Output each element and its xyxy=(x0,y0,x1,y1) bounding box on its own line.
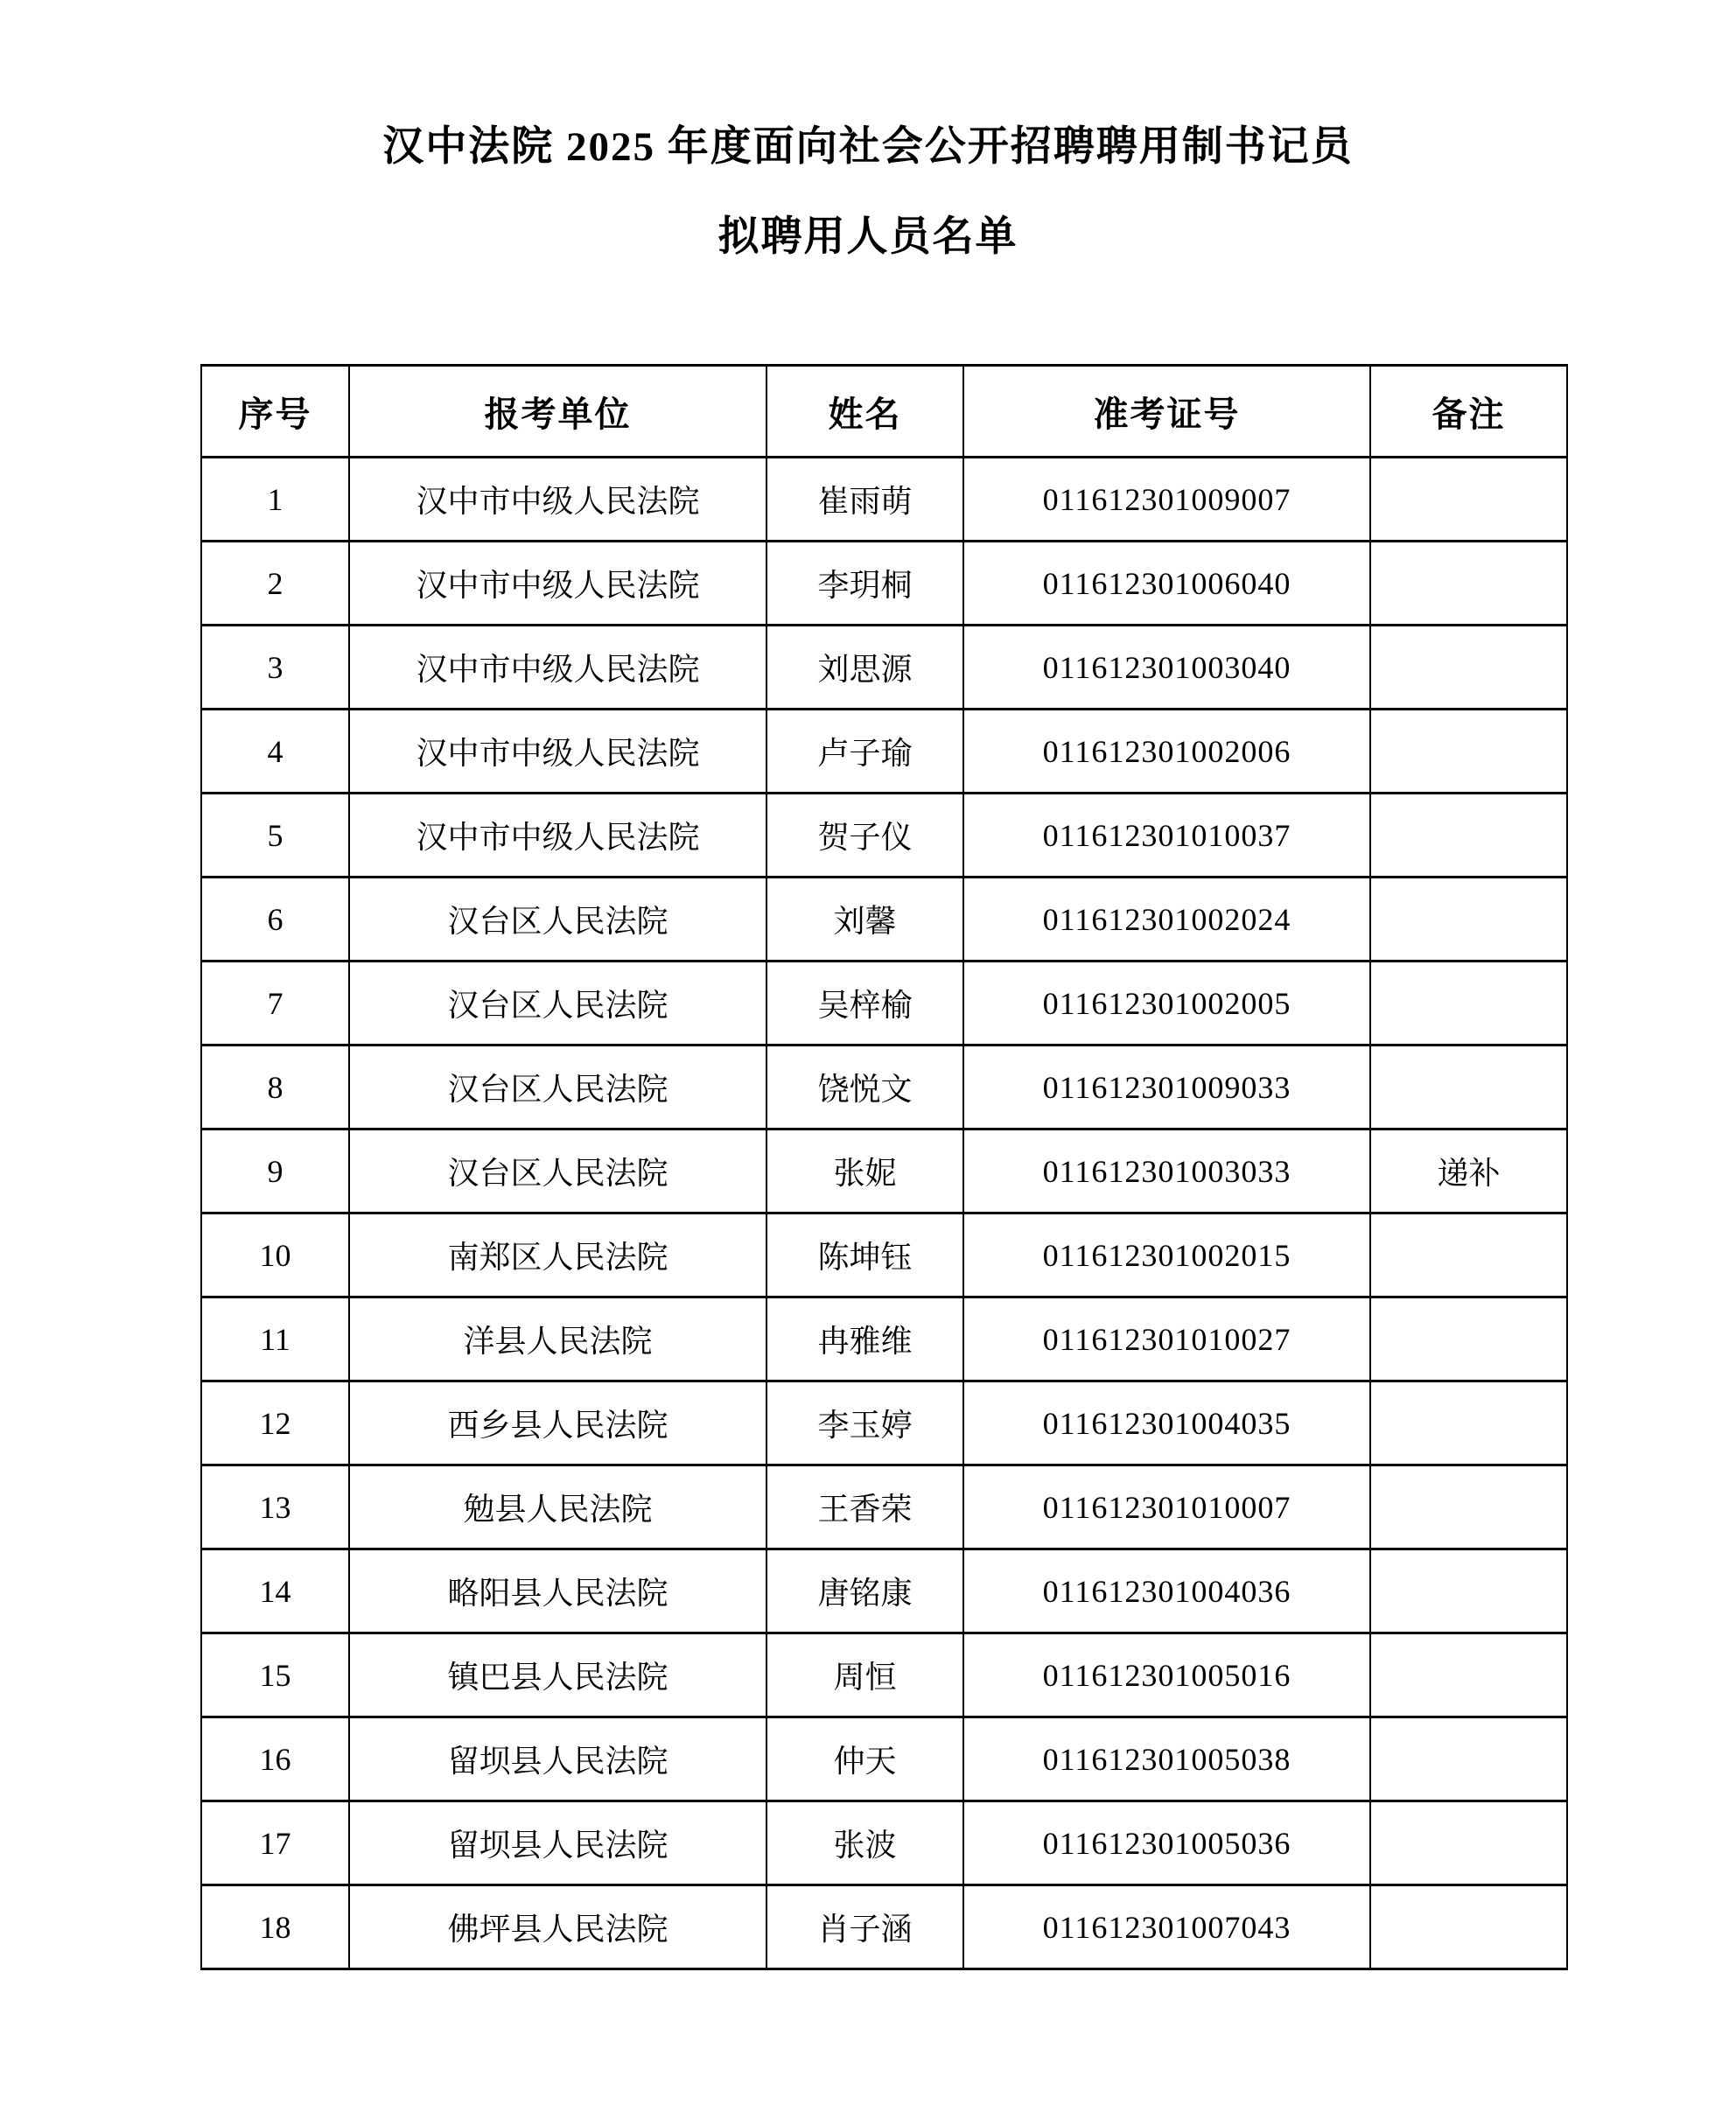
cell-unit: 南郑区人民法院 xyxy=(349,1213,766,1297)
cell-unit: 汉中市中级人民法院 xyxy=(349,710,766,794)
cell-ticket: 011612301004036 xyxy=(963,1549,1370,1633)
cell-remark xyxy=(1370,626,1567,710)
cell-unit: 留坝县人民法院 xyxy=(349,1801,766,1885)
roster-table xyxy=(200,364,1568,1970)
cell-ticket: 011612301005016 xyxy=(963,1633,1370,1717)
cell-remark xyxy=(1370,1633,1567,1717)
cell-ticket: 011612301005038 xyxy=(963,1717,1370,1801)
cell-index: 15 xyxy=(201,1633,349,1717)
cell-name: 刘思源 xyxy=(766,626,963,710)
cell-remark xyxy=(1370,1046,1567,1129)
table-row xyxy=(201,878,1567,962)
cell-name: 李玥桐 xyxy=(766,542,963,626)
cell-index: 3 xyxy=(201,626,349,710)
cell-ticket: 011612301003033 xyxy=(963,1129,1370,1213)
cell-unit: 镇巴县人民法院 xyxy=(349,1633,766,1717)
table-row xyxy=(201,458,1567,542)
table-row xyxy=(201,1297,1567,1381)
cell-name: 张妮 xyxy=(766,1129,963,1213)
cell-unit: 西乡县人民法院 xyxy=(349,1381,766,1465)
table-row xyxy=(201,1381,1567,1465)
cell-ticket: 011612301002015 xyxy=(963,1213,1370,1297)
cell-remark xyxy=(1370,794,1567,878)
cell-remark xyxy=(1370,1213,1567,1297)
cell-remark xyxy=(1370,878,1567,962)
table-row xyxy=(201,1633,1567,1717)
cell-index: 13 xyxy=(201,1465,349,1549)
cell-name: 王香荣 xyxy=(766,1465,963,1549)
cell-unit: 勉县人民法院 xyxy=(349,1465,766,1549)
cell-remark xyxy=(1370,1885,1567,1969)
cell-index: 4 xyxy=(201,710,349,794)
cell-name: 冉雅维 xyxy=(766,1297,963,1381)
table-row xyxy=(201,542,1567,626)
cell-name: 肖子涵 xyxy=(766,1885,963,1969)
cell-name: 崔雨萌 xyxy=(766,458,963,542)
cell-unit: 汉台区人民法院 xyxy=(349,962,766,1046)
cell-remark xyxy=(1370,1381,1567,1465)
cell-remark: 递补 xyxy=(1370,1129,1567,1213)
table-row xyxy=(201,1717,1567,1801)
cell-remark xyxy=(1370,962,1567,1046)
cell-name: 卢子瑜 xyxy=(766,710,963,794)
cell-name: 贺子仪 xyxy=(766,794,963,878)
table-row xyxy=(201,794,1567,878)
cell-index: 7 xyxy=(201,962,349,1046)
cell-name: 陈坤钰 xyxy=(766,1213,963,1297)
cell-unit: 汉台区人民法院 xyxy=(349,878,766,962)
cell-unit: 汉台区人民法院 xyxy=(349,1046,766,1129)
column-header-remark: 备注 xyxy=(1370,366,1567,458)
cell-unit: 汉中市中级人民法院 xyxy=(349,542,766,626)
column-header-name: 姓名 xyxy=(766,366,963,458)
column-header-index: 序号 xyxy=(201,366,349,458)
cell-unit: 汉台区人民法院 xyxy=(349,1129,766,1213)
cell-ticket: 011612301005036 xyxy=(963,1801,1370,1885)
cell-name: 唐铭康 xyxy=(766,1549,963,1633)
header-row xyxy=(201,366,1567,458)
table-row xyxy=(201,626,1567,710)
cell-index: 10 xyxy=(201,1213,349,1297)
cell-ticket: 011612301002006 xyxy=(963,710,1370,794)
cell-ticket: 011612301009033 xyxy=(963,1046,1370,1129)
cell-name: 周恒 xyxy=(766,1633,963,1717)
table-row xyxy=(201,1801,1567,1885)
cell-unit: 洋县人民法院 xyxy=(349,1297,766,1381)
cell-index: 11 xyxy=(201,1297,349,1381)
cell-index: 12 xyxy=(201,1381,349,1465)
cell-index: 16 xyxy=(201,1717,349,1801)
cell-unit: 汉中市中级人民法院 xyxy=(349,458,766,542)
table-row xyxy=(201,1046,1567,1129)
table-row xyxy=(201,1549,1567,1633)
document-title-line2: 拟聘用人员名单 xyxy=(718,214,1018,260)
cell-index: 6 xyxy=(201,878,349,962)
cell-index: 5 xyxy=(201,794,349,878)
cell-unit: 略阳县人民法院 xyxy=(349,1549,766,1633)
cell-remark xyxy=(1370,1297,1567,1381)
cell-remark xyxy=(1370,1801,1567,1885)
cell-name: 张波 xyxy=(766,1801,963,1885)
table-row xyxy=(201,1213,1567,1297)
table-row xyxy=(201,1129,1567,1213)
cell-ticket: 011612301002024 xyxy=(963,878,1370,962)
table-row xyxy=(201,710,1567,794)
cell-unit: 留坝县人民法院 xyxy=(349,1717,766,1801)
document-title-line1: 汉中法院 2025 年度面向社会公开招聘聘用制书记员 xyxy=(382,124,1354,170)
table-row xyxy=(201,1465,1567,1549)
cell-remark xyxy=(1370,710,1567,794)
cell-remark xyxy=(1370,542,1567,626)
table-row xyxy=(201,962,1567,1046)
cell-ticket: 011612301007043 xyxy=(963,1885,1370,1969)
cell-ticket: 011612301010027 xyxy=(963,1297,1370,1381)
cell-unit: 汉中市中级人民法院 xyxy=(349,794,766,878)
cell-ticket: 011612301010007 xyxy=(963,1465,1370,1549)
cell-index: 14 xyxy=(201,1549,349,1633)
cell-index: 18 xyxy=(201,1885,349,1969)
cell-name: 刘馨 xyxy=(766,878,963,962)
cell-ticket: 011612301010037 xyxy=(963,794,1370,878)
cell-index: 2 xyxy=(201,542,349,626)
cell-index: 9 xyxy=(201,1129,349,1213)
cell-remark xyxy=(1370,1549,1567,1633)
cell-name: 饶悦文 xyxy=(766,1046,963,1129)
cell-ticket: 011612301003040 xyxy=(963,626,1370,710)
cell-unit: 佛坪县人民法院 xyxy=(349,1885,766,1969)
cell-unit: 汉中市中级人民法院 xyxy=(349,626,766,710)
cell-index: 1 xyxy=(201,458,349,542)
table-row xyxy=(201,1885,1567,1969)
column-header-unit: 报考单位 xyxy=(349,366,766,458)
cell-index: 8 xyxy=(201,1046,349,1129)
column-header-ticket: 准考证号 xyxy=(963,366,1370,458)
cell-ticket: 011612301002005 xyxy=(963,962,1370,1046)
cell-ticket: 011612301006040 xyxy=(963,542,1370,626)
cell-index: 17 xyxy=(201,1801,349,1885)
cell-name: 吴梓榆 xyxy=(766,962,963,1046)
cell-remark xyxy=(1370,1717,1567,1801)
cell-remark xyxy=(1370,458,1567,542)
cell-name: 李玉婷 xyxy=(766,1381,963,1465)
cell-remark xyxy=(1370,1465,1567,1549)
cell-ticket: 011612301009007 xyxy=(963,458,1370,542)
cell-name: 仲天 xyxy=(766,1717,963,1801)
cell-ticket: 011612301004035 xyxy=(963,1381,1370,1465)
